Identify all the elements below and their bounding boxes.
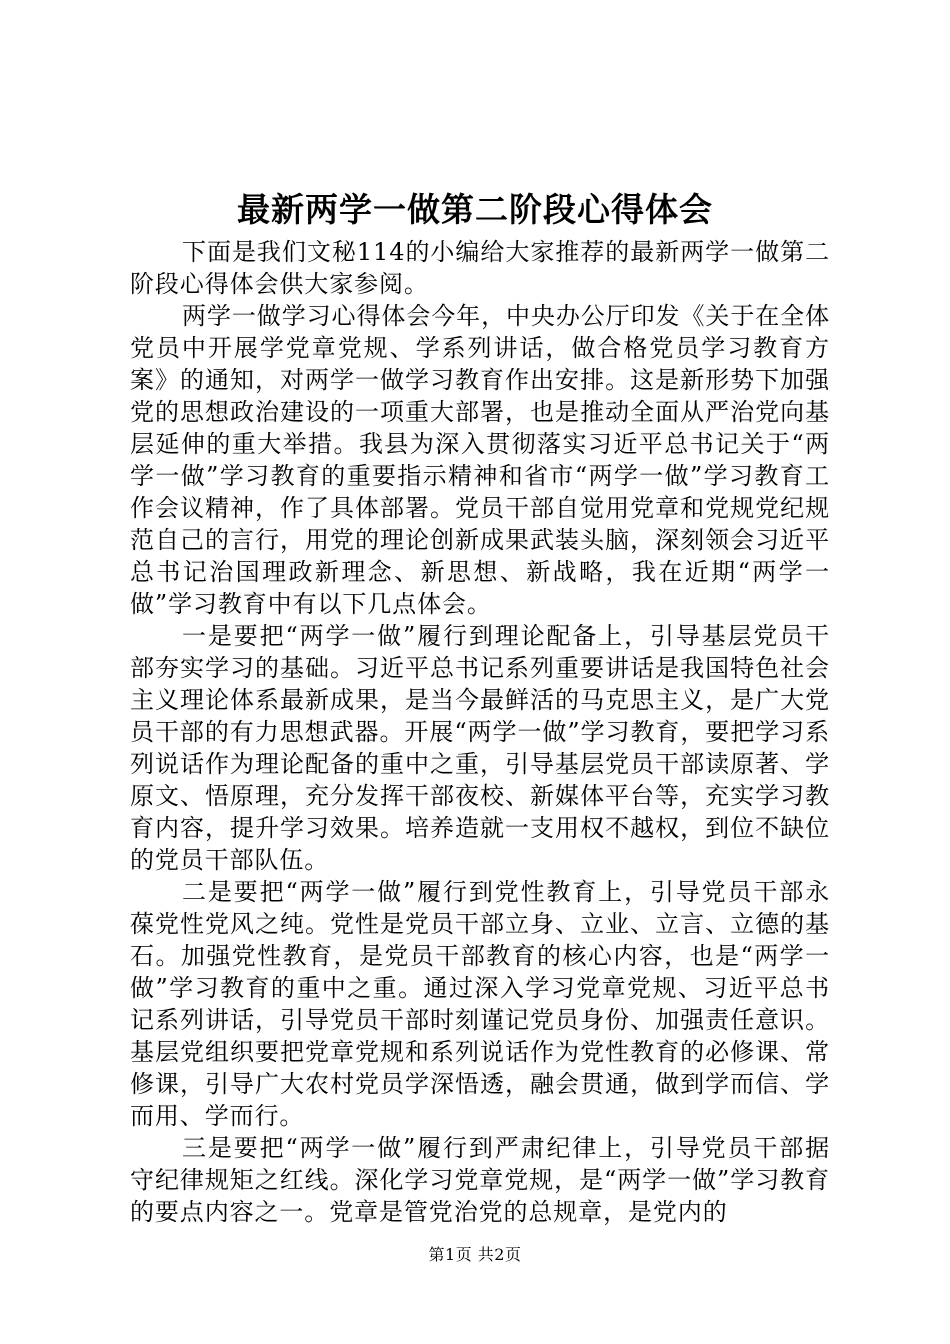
paragraph-overview: 两学一做学习心得体会今年，中央办公厅印发《关于在全体党员中开展学党章党规、学系列讲话，做合格党员学习教育方案》的通知，对两学一做学习教育作出安排。这是新形势下加强党的思想政治建设的一项重大部署，也是推动全面从严治党向基层延伸的重大举措。我县为深入贯彻落实习近平总书记关于“两学一做”学习教育的重要指示精神和省市“两学一做”学习教育工作会议精神，作了具体部署。党员干部自觉用党章和党规党纪规范自己的言行，用党的理论创新成果武装头脑，深刻领会习近平总书记治国理政新理念、新思想、新战略，我在近期“两学一做”学习教育中有以下几点体会。 [130,302,830,618]
paragraph-point-three: 三是要把“两学一做”履行到严肃纪律上，引导党员干部据守纪律规矩之红线。深化学习党章党规，是“两学一做”学习教育的要点内容之一。党章是管党治党的总规章，是党内的 [130,1134,830,1226]
document-title: 最新两学一做第二阶段心得体会 [237,190,713,229]
paragraph-intro: 下面是我们文秘114的小编给大家推荐的最新两学一做第二阶段心得体会供大家参阅。 [130,238,830,298]
paragraph-point-one: 一是要把“两学一做”履行到理论配备上，引导基层党员干部夯实学习的基础。习近平总书记系列重要讲话是我国特色社会主义理论体系最新成果，是当今最鲜活的马克思主义，是广大党员干部的有力思想武器。开展“两学一做”学习教育，要把学习系列说话作为理论配备的重中之重，引导基层党员干部读原著、学原文、悟原理，充分发挥干部夜校、新媒体平台等，充实学习教育内容，提升学习效果。培养造就一支用权不越权，到位不缺位的党员干部队伍。 [130,622,830,874]
document-body [130,236,830,1228]
paragraph-point-two: 二是要把“两学一做”履行到党性教育上，引导党员干部永葆党性党风之纯。党性是党员干部立身、立业、立言、立德的基石。加强党性教育，是党员干部教育的核心内容，也是“两学一做”学习教育的重中之重。通过深入学习党章党规、习近平总书记系列讲话，引导党员干部时刻谨记党员身份、加强责任意识。基层党组织要把党章党规和系列说话作为党性教育的必修课、常修课，引导广大农村党员学深悟透，融会贯通，做到学而信、学而用、学而行。 [130,878,830,1130]
page-number-footer: 第1页 共2页 [428,1245,522,1264]
